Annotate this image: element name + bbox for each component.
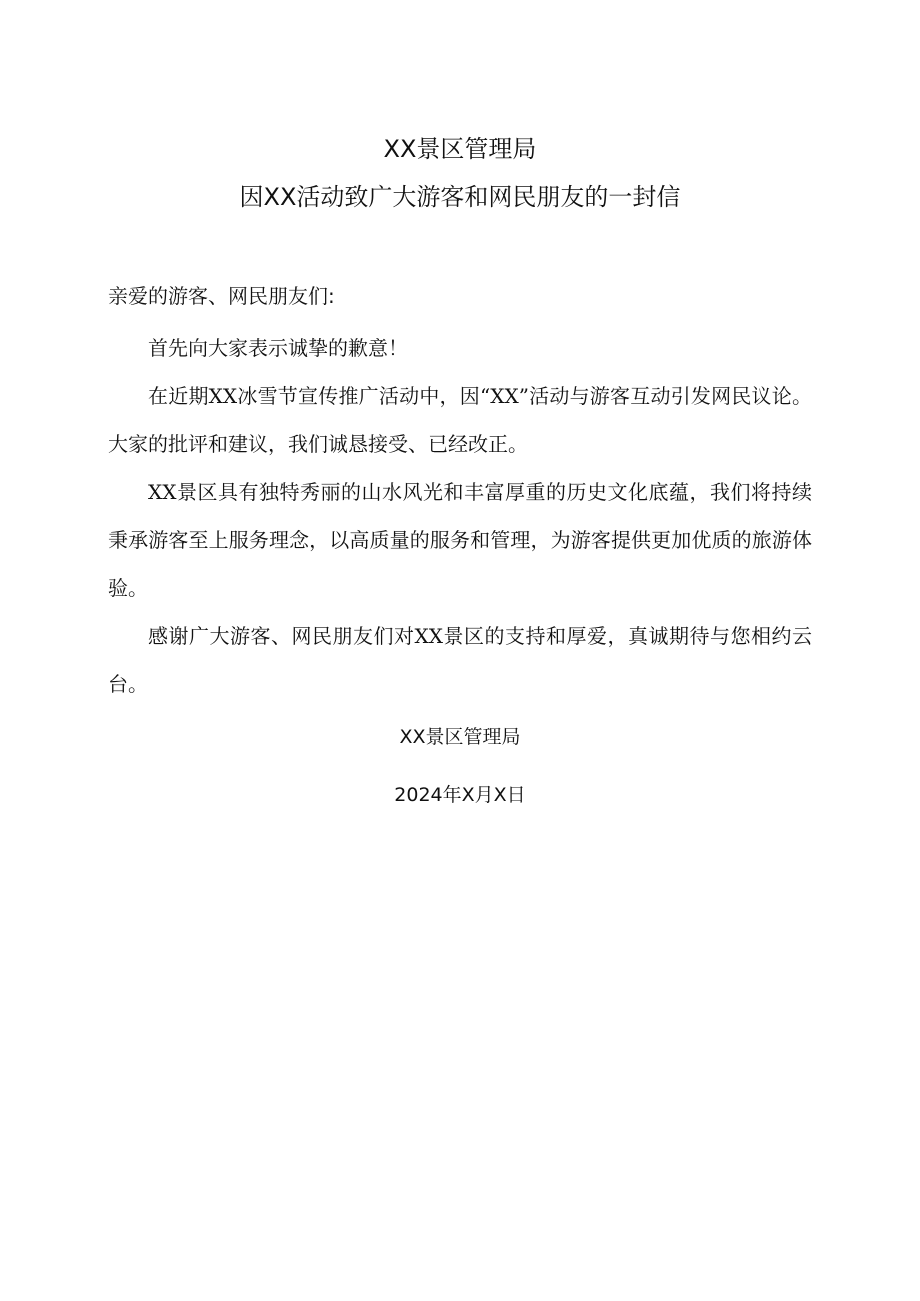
letter-signature: XX景区管理局 (399, 726, 521, 748)
letter-paragraph-incident: 在近期XX冰雪节宣传推广活动中，因“XX”活动与游客互动引发网民议论。大家的批评和建议，我们诚恳接受、已经改正。 (108, 384, 812, 456)
letter-paragraph-commitment: XX景区具有独特秀丽的山水风光和丰富厚重的历史文化底蕴，我们将持续秉承游客至上服务理念，以高质量的服务和管理，为游客提供更加优质的旅游体验。 (108, 480, 812, 600)
letter-paragraph-thanks: 感谢广大游客、网民朋友们对XX景区的支持和厚爱，真诚期待与您相约云台。 (108, 624, 812, 696)
letter-title-organization: XX景区管理局 (383, 135, 537, 163)
letter-title-subject: 因XX活动致广大游客和网民朋友的一封信 (239, 183, 681, 211)
letter-body (108, 324, 812, 708)
letter-date: 2024年X月X日 (394, 784, 526, 806)
letter-salutation: 亲爱的游客、网民朋友们: (108, 284, 335, 308)
letter-paragraph-apology: 首先向大家表示诚挚的歉意！ (148, 336, 408, 360)
